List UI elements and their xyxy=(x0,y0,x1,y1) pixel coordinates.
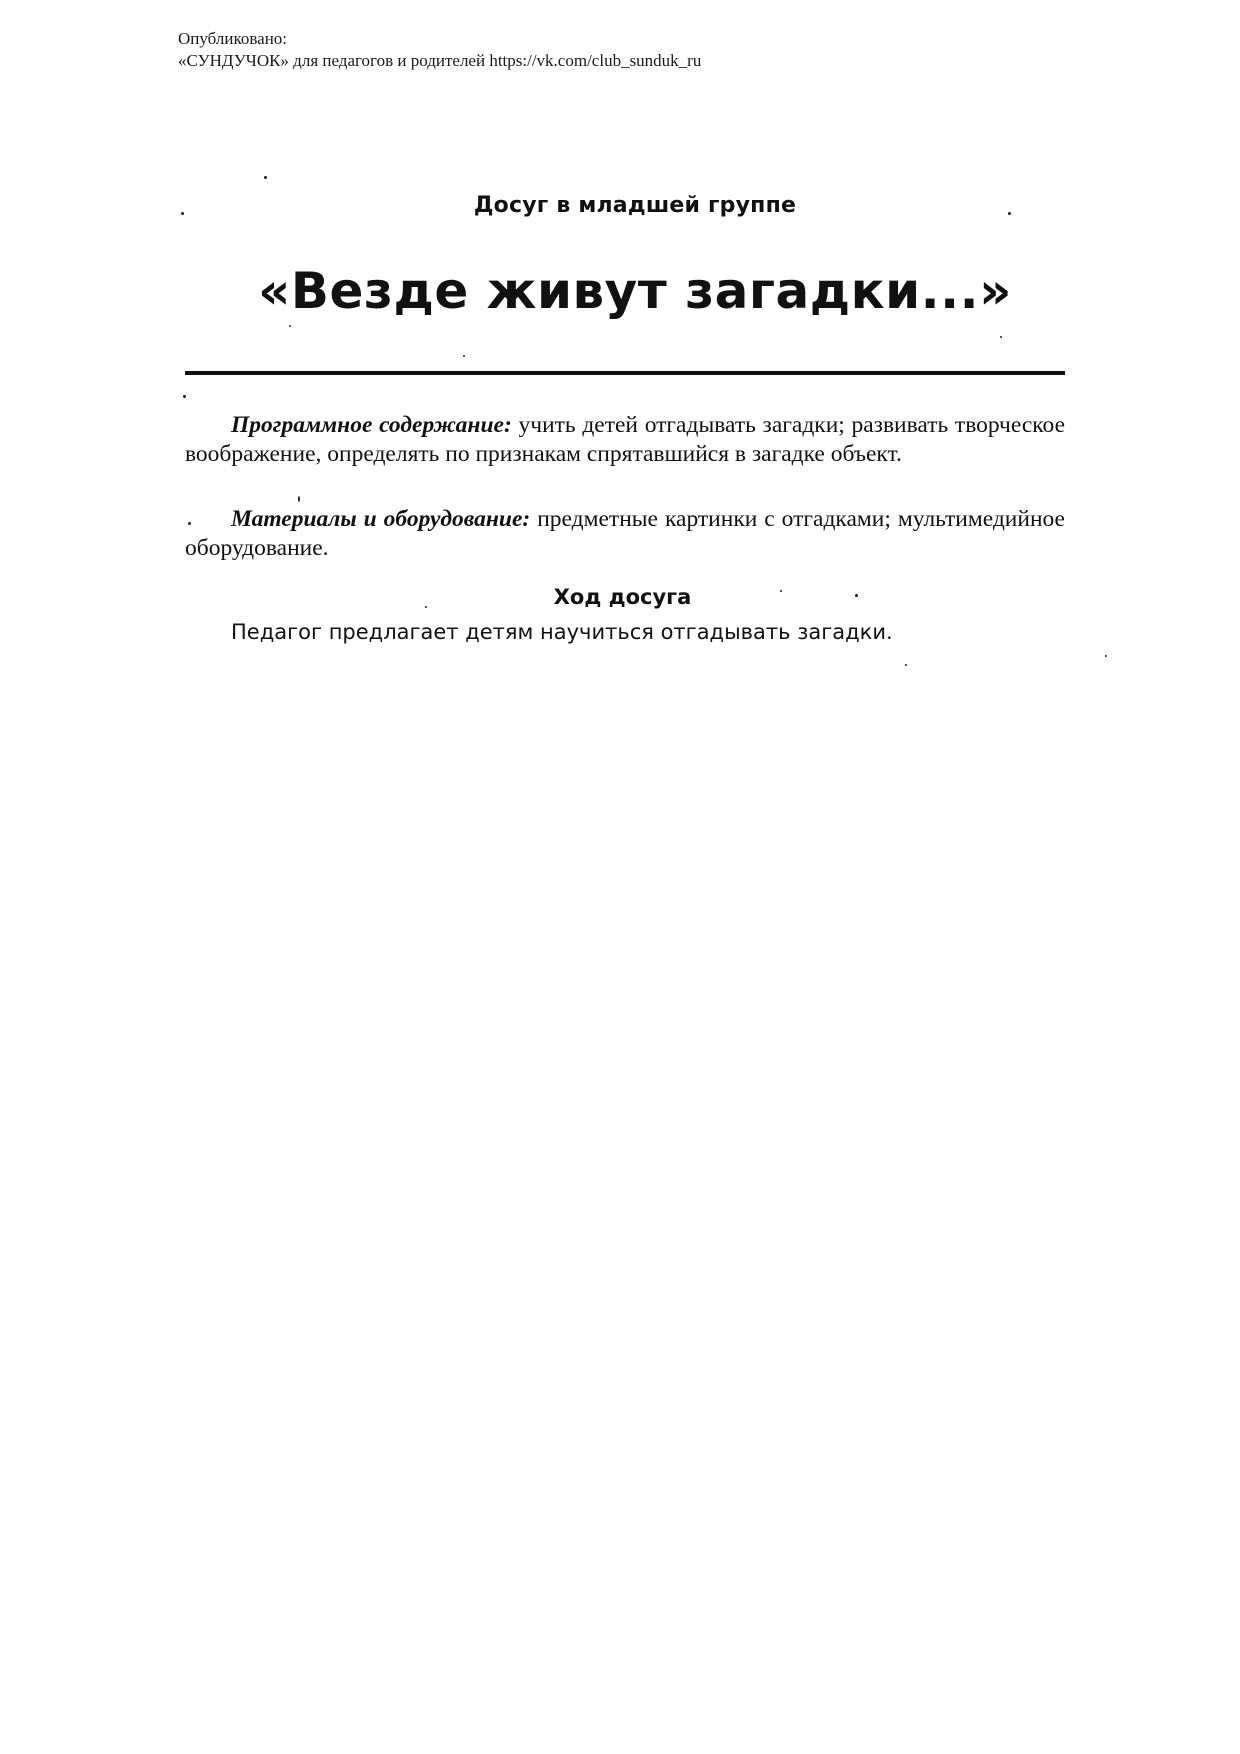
scan-speck xyxy=(780,590,782,592)
scan-speck xyxy=(1000,336,1002,338)
scan-speck xyxy=(183,395,186,398)
publication-note xyxy=(178,28,701,72)
scan-speck xyxy=(1008,212,1011,215)
scan-speck xyxy=(905,664,907,666)
program-content-paragraph xyxy=(185,411,1065,469)
scan-speck xyxy=(289,325,291,327)
published-label: Опубликовано: xyxy=(178,29,288,48)
scan-speck xyxy=(181,212,184,215)
title-divider xyxy=(185,371,1065,375)
scan-speck xyxy=(855,594,858,597)
program-content-term: Программное содержание: xyxy=(231,412,512,438)
section-heading: Ход досуга xyxy=(553,585,692,609)
document-subtitle: Досуг в младшей группе xyxy=(473,193,797,218)
materials-text: предметные картинки с отгадками; мультимедийное оборудование. xyxy=(185,506,1065,561)
scan-speck xyxy=(298,496,300,502)
document-title: «Везде живут загадки...» xyxy=(258,262,1012,320)
scan-speck xyxy=(425,606,427,608)
scan-speck xyxy=(1105,655,1107,657)
source-line: «СУНДУЧОК» для педагогов и родителей https://vk.com/club_sunduk_ru xyxy=(178,51,702,70)
intro-paragraph: Педагог предлагает детям научиться отгадывать загадки. xyxy=(231,620,893,644)
materials-term: Материалы и оборудование: xyxy=(231,506,531,532)
scan-speck xyxy=(463,355,465,357)
scan-speck xyxy=(188,522,191,525)
program-content-text: учить детей отгадывать загадки; развивать творческое воображение, определять по признакам спрятавшийся в загадке объект. xyxy=(185,412,1066,467)
scan-speck xyxy=(264,176,267,179)
materials-paragraph xyxy=(185,505,1065,563)
